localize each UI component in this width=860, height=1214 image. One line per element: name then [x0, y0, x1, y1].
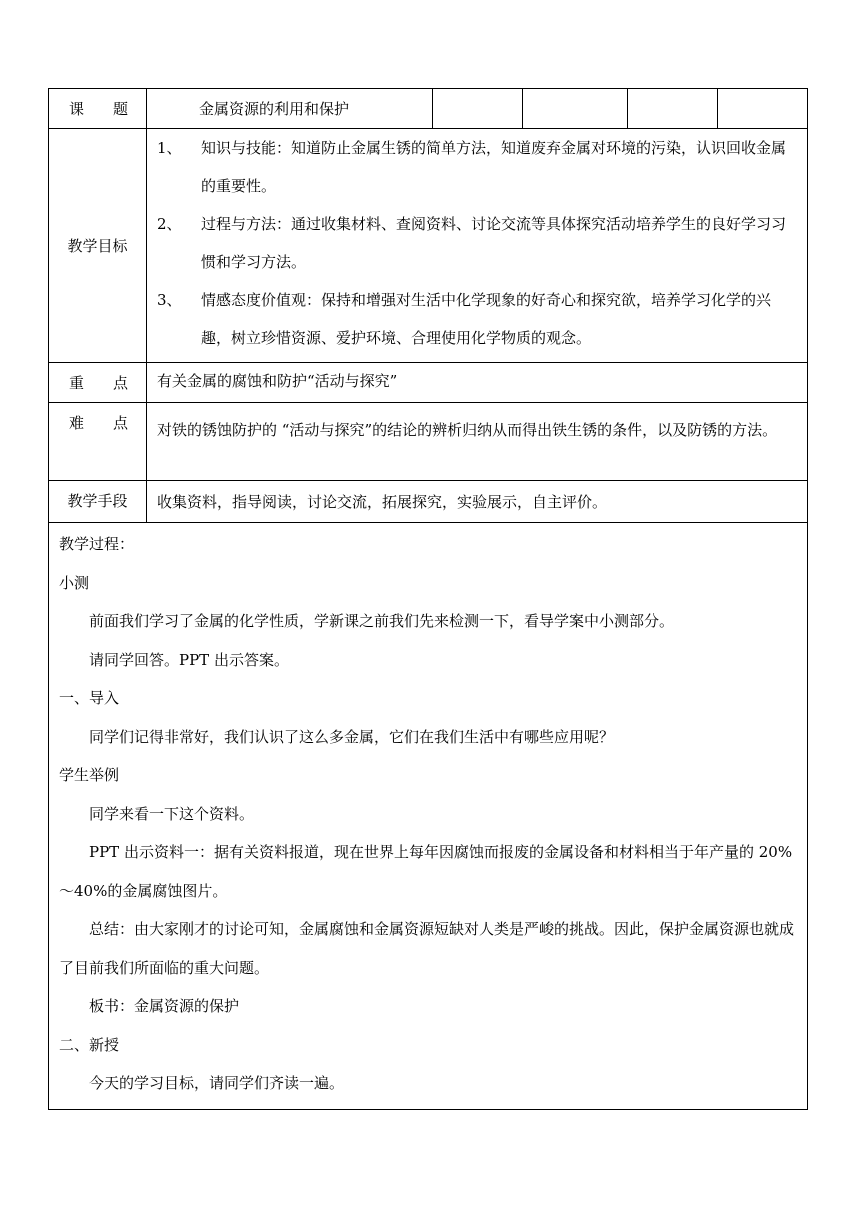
methods-label: 教学手段	[49, 481, 147, 523]
key-points-value: 有关金属的腐蚀和防护“活动与探究”	[147, 363, 808, 403]
difficulties-row	[49, 403, 808, 481]
topic-value	[147, 89, 433, 129]
section-heading: 学生举例	[59, 766, 120, 784]
process-content	[49, 523, 808, 1110]
key-points-row	[49, 363, 808, 403]
process-heading: 教学过程：	[59, 535, 135, 553]
difficulties-value: 对铁的锈蚀防护的 “活动与探究”的结论的辨析归纳从而得出铁生锈的条件，以及防锈的方法。	[147, 403, 808, 481]
empty-cell-3	[628, 89, 718, 129]
objective-item: 3、 情感态度价值观：保持和增强对生活中化学现象的好奇心和探究欲，培养学习化学的兴趣，树立珍惜资源、爱护环境、合理使用化学物质的观念。	[157, 291, 772, 347]
paragraph: PPT 出示资料一：据有关资料报道，现在世界上每年因腐蚀而报废的金属设备和材料相当于年产量的 20%～40%的金属腐蚀图片。	[59, 843, 793, 900]
topic-label-left: 课	[69, 100, 85, 118]
empty-cell-4	[718, 89, 808, 129]
topic-row	[49, 89, 808, 129]
key-points-label: 重 点	[49, 363, 147, 403]
section-heading: 二、新授	[59, 1035, 120, 1054]
section-heading: 一、导入	[59, 689, 120, 707]
difficulties-label: 难 点	[49, 403, 147, 481]
objective-item: 2、 过程与方法：通过收集材料、查阅资料、讨论交流等具体探究活动培养学生的良好学习习惯和学习方法。	[157, 215, 787, 271]
methods-row	[49, 481, 808, 523]
empty-cell-1	[433, 89, 523, 129]
methods-value: 收集资料，指导阅读，讨论交流，拓展探究，实验展示，自主评价。	[147, 481, 808, 523]
paragraph: 前面我们学习了金属的化学性质，学新课之前我们先来检测一下，看导学案中小测部分。	[89, 612, 675, 630]
paragraph: 今天的学习目标，请同学们齐读一遍。	[89, 1074, 345, 1092]
objectives-row	[49, 129, 808, 363]
empty-cell-2	[523, 89, 628, 129]
section-heading: 小测	[59, 573, 90, 592]
paragraph: 板书：金属资源的保护	[89, 997, 240, 1015]
objectives-label: 教学目标	[67, 236, 128, 255]
paragraph: 请同学回答。PPT 出示答案。	[89, 650, 289, 669]
process-row	[49, 523, 808, 1110]
lesson-plan-table	[48, 88, 808, 1110]
topic-label	[49, 89, 147, 129]
objectives-label-cell	[49, 129, 147, 363]
paragraph: 同学来看一下这个资料。	[89, 804, 255, 823]
topic-label-right: 题	[112, 100, 128, 118]
objectives-content	[147, 129, 808, 363]
paragraph: 同学们记得非常好，我们认识了这么多金属，它们在我们生活中有哪些应用呢？	[89, 727, 615, 746]
topic-title: 金属资源的利用和保护	[199, 100, 350, 118]
objective-item: 1、 知识与技能：知道防止金属生锈的简单方法，知道废弃金属对环境的污染，认识回收金属的重要性。	[157, 139, 787, 195]
paragraph: 总结：由大家刚才的讨论可知，金属腐蚀和金属资源短缺对人类是严峻的挑战。因此，保护金属资源也就成了目前我们所面临的重大问题。	[59, 920, 795, 977]
